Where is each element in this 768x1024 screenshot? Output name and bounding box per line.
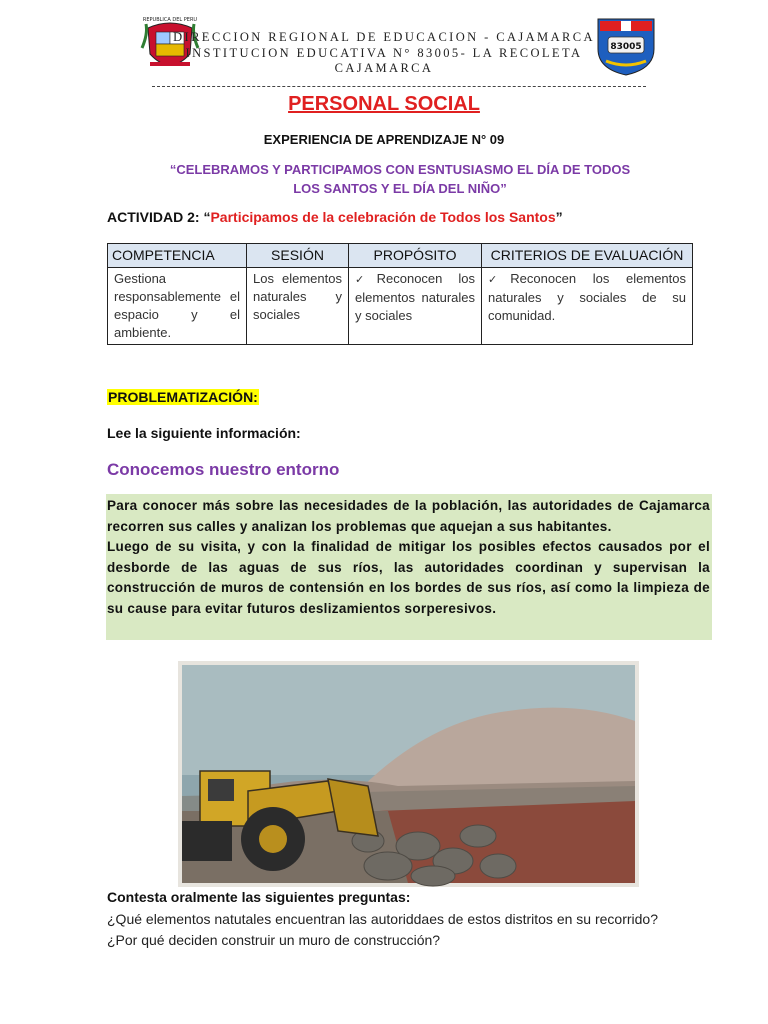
- experience-title: [150, 160, 650, 198]
- competency-table: [107, 243, 693, 345]
- header-sesion: SESIÓN: [247, 244, 349, 268]
- check-icon: ✓: [355, 273, 377, 286]
- activity-name: Participamos de la celebración de Todos los Santos: [210, 209, 556, 225]
- section-title: Conocemos nuestro entorno: [107, 460, 340, 479]
- activity-close-quote: ”: [555, 209, 563, 225]
- page-title: PERSONAL SOCIAL: [288, 93, 480, 115]
- info-paragraph-2: Luego de su visita, y con la finalidad de mitigar los posibles efectos causados por el desborde de las aguas de sus ríos, las autoridades coordinan y supervisan la construcción de muros de contensión en los bordes de sus ríos, así como la limpieza de su cause para evitar futuros deslizamientos sorperesivos.: [107, 539, 710, 616]
- experience-title-line1: “CELEBRAMOS Y PARTICIPAMOS CON ESNTUSIASMO EL DÍA DE TODOS: [169, 162, 631, 177]
- activity-label: ACTIVIDAD 2: “: [107, 209, 211, 225]
- problematization-heading: PROBLEMATIZACIÓN:: [108, 389, 258, 405]
- read-instruction: Lee la siguiente información:: [107, 425, 301, 441]
- table-header-row: [108, 244, 693, 268]
- table-row: [108, 268, 693, 345]
- header-directorate: DIRECCION REGIONAL DE EDUCACION - CAJAMARCA: [173, 30, 595, 44]
- cell-criterios: [482, 268, 693, 345]
- bulldozer-riverbank-image: [178, 661, 639, 887]
- question-1: ¿Qué elementos natutales encuentran las autoriddaes de estos distritos en su recorrido?: [107, 911, 658, 927]
- cell-proposito-text: Reconocen los elementos naturales y sociales: [355, 271, 475, 323]
- shield-number: 83005: [610, 42, 642, 52]
- info-box: [106, 494, 712, 640]
- cell-competencia: Gestiona responsablemente el espacio y el ambiente.: [108, 268, 247, 345]
- info-paragraph-1: Para conocer más sobre las necesidades de la población, las autoridades de Cajamarca recorren sus calles y analizan los problemas que aquejan a sus habitantes.: [107, 498, 710, 534]
- header-proposito: PROPÓSITO: [349, 244, 482, 268]
- experience-number: EXPERIENCIA DE APRENDIZAJE N° 09: [263, 132, 505, 147]
- cell-sesion: Los elementos naturales y sociales: [247, 268, 349, 345]
- emblem-caption: REPUBLICA DEL PERU: [142, 17, 198, 23]
- header-divider: [152, 86, 646, 87]
- header-city: CAJAMARCA: [334, 61, 434, 75]
- cell-proposito: [349, 268, 482, 345]
- cell-criterios-text: Reconocen los elementos naturales y sociales de su comunidad.: [488, 271, 686, 323]
- header-competencia: COMPETENCIA: [108, 244, 247, 268]
- header-criterios: CRITERIOS DE EVALUACIÓN: [482, 244, 693, 268]
- activity-heading: [107, 209, 563, 225]
- questions-title: Contesta oralmente las siguientes preguntas:: [107, 889, 411, 905]
- check-icon: ✓: [488, 273, 511, 286]
- header-institution: INSTITUCION EDUCATIVA N° 83005- LA RECOLETA: [185, 46, 583, 60]
- question-2: ¿Por qué deciden construir un muro de construcción?: [107, 932, 441, 948]
- experience-title-line2: LOS SANTOS Y EL DÍA DEL NIÑO”: [293, 181, 507, 196]
